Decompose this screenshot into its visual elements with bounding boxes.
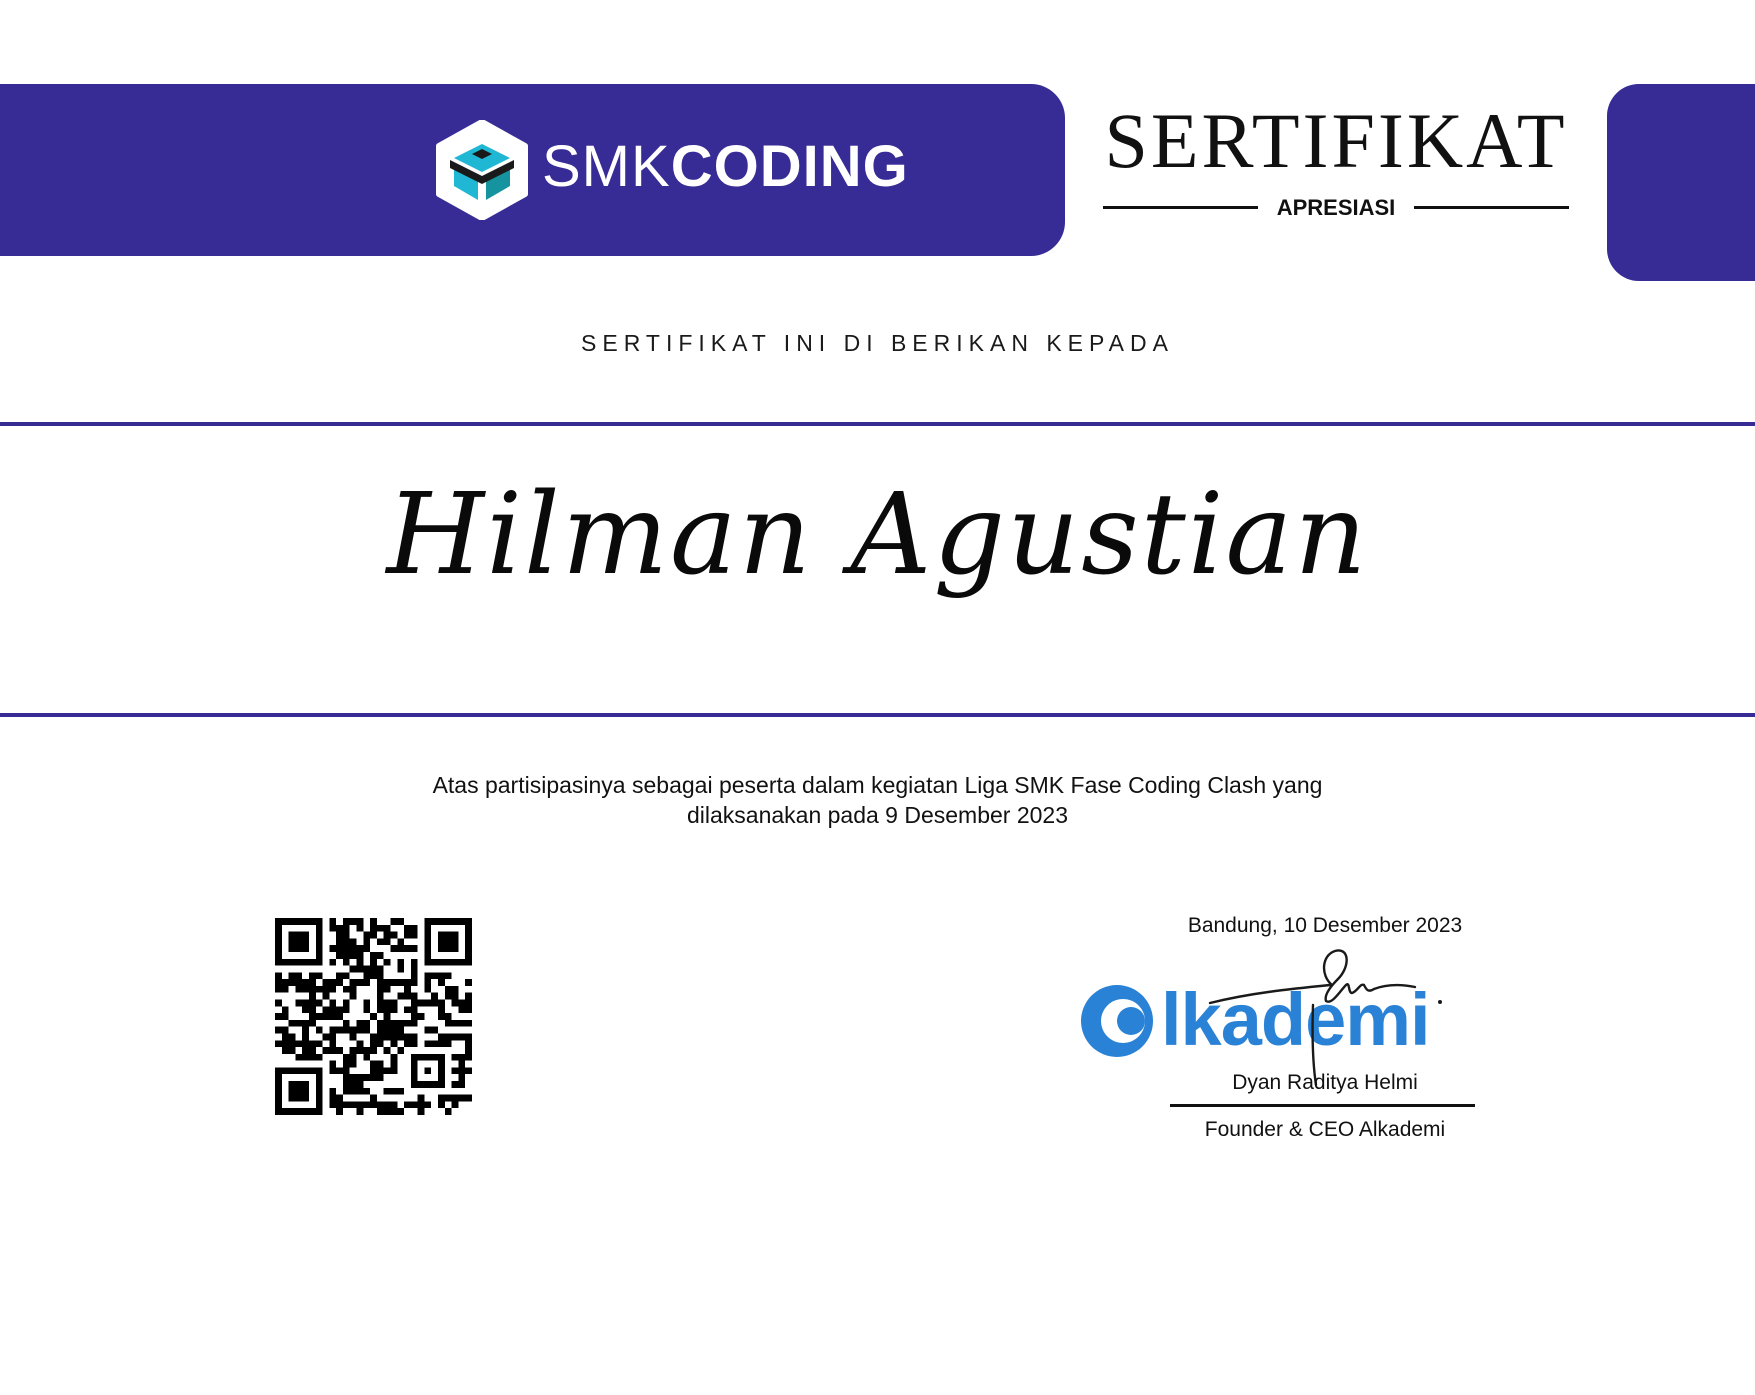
- top-divider: [0, 422, 1755, 426]
- alkademi-logo-icon: [1073, 975, 1163, 1065]
- signer-name: Dyan Raditya Helmi: [1232, 1071, 1418, 1094]
- logo-text: [542, 134, 909, 199]
- subtitle-rule-right: [1414, 206, 1569, 209]
- signature-mark: [1200, 945, 1450, 1085]
- sign-place-date: Bandung, 10 Desember 2023: [1187, 914, 1463, 937]
- bottom-divider: [0, 713, 1755, 717]
- logo-text-bold: CODING: [670, 134, 909, 199]
- corner-banner: [1607, 84, 1755, 281]
- smk-coding-hex-icon: [432, 120, 532, 220]
- alkademi-logo-text: lkademi: [1161, 978, 1430, 1061]
- smk-coding-logo: [432, 120, 909, 220]
- recipient-name: Hilman Agustian: [386, 470, 1369, 600]
- logo-text-light: SMK: [542, 134, 671, 199]
- signer-role: Founder & CEO Alkademi: [1204, 1118, 1446, 1141]
- certificate-subtitle: [1103, 194, 1569, 224]
- description-text: Atas partisipasinya sebagai peserta dalam kegiatan Liga SMK Fase Coding Clash yang dilaksanakan pada 9 Desember 2023: [432, 772, 1323, 828]
- given-to-heading: SERTIFIKAT INI DI BERIKAN KEPADA: [581, 330, 1174, 356]
- subtitle-label: APRESIASI: [1276, 195, 1396, 220]
- certificate-title: SERTIFIKAT: [1104, 97, 1568, 184]
- qr-code-icon: [275, 918, 472, 1115]
- signature-line: [1170, 1104, 1475, 1107]
